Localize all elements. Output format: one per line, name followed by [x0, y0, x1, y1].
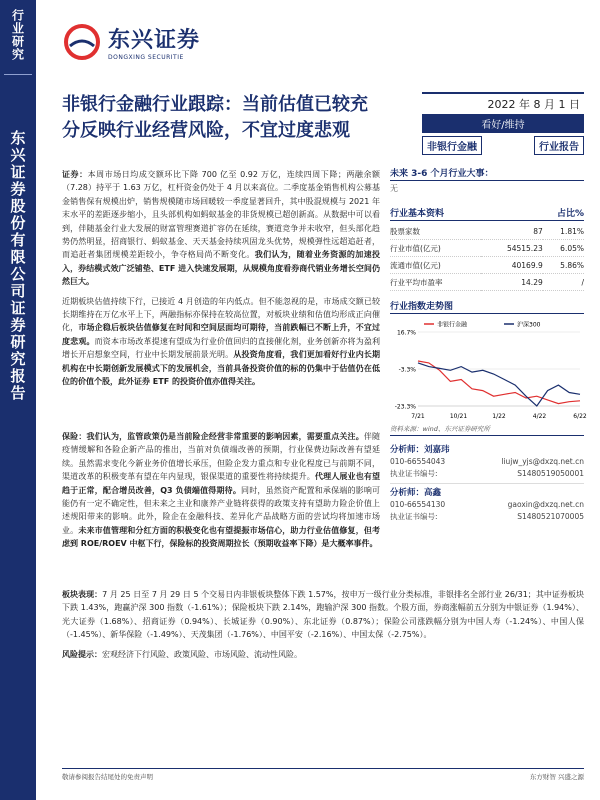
- report-date: 2022 年 8 月 1 日: [422, 92, 584, 112]
- analyst-name: 高鑫: [424, 488, 442, 498]
- index-chart-svg: [390, 318, 587, 422]
- securities-text: 本周市场日均成交额环比下降 700 亿至 0.92 万亿，连续四周下降；两融余额（7.28）持平于 1.63 万亿，杠杆资金仍处于 4 月以来高位。二季度基金销售机构公募基金销售保有规模出炉，销售规模随市场回暖较一季度显著回升，其中股混规模与 2021 年末水平的差距逐步缩小，且头部机构如蚂蚁基金的非货规模已超创新高。从数据中可以看到，伴随基金行业大发展的财富管理赛道扩容仍在延续，赛道竞争并未收窄，但头部化趋势仍然明显，招商银行、蚂蚁基金、天天基金持续巩固龙头优势，规模弹性远超追赶者，而追赶者集团规模差距较小，争夺格局尚不断变化。: [62, 170, 380, 260]
- category-label: 行业研究: [0, 4, 36, 66]
- securities-label: 证券：: [62, 170, 88, 179]
- report-meta: [422, 92, 584, 155]
- logo: [62, 22, 200, 62]
- report-type-tag: 行业报告: [534, 136, 584, 155]
- table-row: [390, 257, 584, 274]
- insurance-label: 保险：: [62, 432, 87, 441]
- paragraph-performance: [62, 588, 584, 642]
- analyst-cert: S1480521070005: [517, 512, 584, 521]
- industry-tag: 非银行金融: [422, 136, 482, 155]
- cert-label: 执业证书编号:: [390, 512, 438, 521]
- valuation-text: 近期板块估值持续下行，已接近 4 月创造的年内低点。但不能忽视的是，市场成交额已较长期维持在万亿水平上下，两融指标亦保持在较高位置，对板块业绩和估值均形成正向催化，: [62, 296, 380, 333]
- valuation-highlight-2: 从投资角度看，我们更加看好行业内长期机构在中长期创新发展模式下的发展机会，当前具备投资价值的标的仍集中于估值仍在低位的价值个股，此外证券 ETF 的投资价值亦值得关注。: [62, 350, 381, 387]
- x-tick-label: 4/22: [532, 413, 547, 420]
- insurance-text: 伴随疫情缓解和各险企新产品的推出，当前对负债端改善的预期，行业保费边际改善有望延续。虽然需求变化今新业务价值增长承压，但险企发力重点和专业化程度已与前期不同，渠道改革的积极变革有望在年内显现，银保渠道的重要性将持续提升。: [62, 432, 381, 482]
- events-value: 无: [390, 184, 398, 193]
- logo-name-en: DONGXING SECURITIE: [108, 54, 184, 61]
- series-line-1: [418, 363, 580, 406]
- metric-value: 14.29: [481, 274, 543, 291]
- analyst-label: 分析师：: [390, 445, 425, 455]
- analyst-2: [390, 487, 584, 523]
- analyst-cert: S1480519050001: [517, 469, 584, 478]
- paragraph-valuation: [62, 295, 380, 389]
- company-name-vertical: 东兴证券股份有限公司证券研究报告: [8, 130, 27, 402]
- securities-conclusion: 我们认为，随着业务资源的加速投入，券结模式效广泛铺垫、ETF 进入快速发展期，从规模角度看券商代销业务增长空间仍然巨大。: [62, 250, 380, 287]
- slogan: 东方财智 兴盛之源: [529, 773, 584, 781]
- x-tick-label: 1/22: [492, 413, 506, 420]
- risk-label: 风险提示：: [62, 649, 102, 659]
- y-tick-label: -23.3%: [394, 403, 416, 411]
- sidebar: [0, 0, 36, 800]
- metrics-table: [390, 223, 584, 291]
- metric-label: 流通市值(亿元): [390, 257, 481, 274]
- performance-label: 板块表现：: [62, 590, 103, 599]
- insurance-highlight: 我们认为，监管政策仍是当前险企经营非常重要的影响因素，需要重点关注。: [86, 432, 364, 441]
- insurance-highlight-2: 代理人展业也有望趋于正常，配合增员改善，Q3 负债端值得期待。: [62, 472, 381, 495]
- chart-source: 资料来源：wind、东兴证券研究所: [390, 424, 584, 436]
- analyst-phone: 010-66554130: [390, 500, 446, 509]
- series-line-0: [418, 361, 580, 404]
- table-row: [390, 223, 584, 240]
- main-content: [62, 168, 380, 395]
- insurance-highlight-3: 未来市值管理和分红方面的积极变化也有望提振市场信心，助力行业估值修复，但考虑到 ROE/ROEV 中枢下行，保险标的投资周期拉长（预期收益率下降）是大概率事件。: [62, 525, 381, 549]
- events-title: 未来 3-6 个月行业大事：: [390, 166, 584, 181]
- report-title: 非银行金融行业跟踪：当前估值已较充分反映行业经营风险，不宜过度悲观: [62, 94, 368, 141]
- table-row: [390, 274, 584, 291]
- x-tick-label: 10/21: [449, 413, 468, 420]
- metrics-title: [390, 206, 584, 221]
- x-tick-label: 7/21: [411, 413, 425, 420]
- valuation-highlight: 市场企稳后板块估值修复在时间和空间层面均可期待，当前跌幅已不断上升，不宜过度悲观。: [62, 323, 381, 346]
- metric-pct: 1.81%: [543, 223, 584, 240]
- metrics-title-text: 行业基本资料: [390, 209, 445, 219]
- risk-text: 宏观经济下行风险、政策风险、市场风险、流动性风险。: [102, 649, 302, 659]
- paragraph-insurance: [62, 430, 380, 551]
- metric-label: 股票家数: [390, 223, 481, 240]
- paragraph-securities: [62, 168, 380, 289]
- metric-pct: 6.05%: [543, 240, 584, 257]
- metric-value: 40169.9: [481, 257, 543, 274]
- paragraph-risk: [62, 648, 584, 661]
- table-row: [390, 240, 584, 257]
- cert-label: 执业证书编号:: [390, 469, 438, 478]
- analyst-email[interactable]: gaoxin@dxzq.net.cn: [507, 500, 584, 509]
- analyst-label: 分析师：: [390, 488, 425, 498]
- performance-text: 7 月 25 日至 7 月 29 日 5 个交易日内非银板块整体下跌 1.57%，按申万一级行业分类标准，非银排名全部行业 26/31；其中证券板块下跌 1.43%，跑赢沪深 300 指数（-1.61%）；保险板块下跌 2.14%，跑输沪深 300 指数。个股方面，券商涨幅前五分别为中银证券（1.94%）、光大证券（1.68%）、招商证券（0.94%）、长城证券（0.90%）、东北证券（0.87%）；保险公司涨跌幅分别为中国人寿（-1.24%）、中国人保（-1.45%）、新华保险（-1.49%）、天茂集团（-1.76%）、中国平安（-2.16%）、中国太保（-2.75%）。: [62, 590, 584, 640]
- metric-value: 87: [481, 223, 543, 240]
- analyst-name: 刘嘉玮: [424, 445, 450, 455]
- metrics-pct-header: 占比%: [556, 209, 584, 219]
- index-chart: [390, 318, 587, 422]
- metric-pct: /: [543, 274, 584, 291]
- logo-mark-icon: [62, 22, 102, 62]
- legend-label: 非银行金融: [437, 321, 468, 329]
- analyst-1: [390, 444, 584, 484]
- y-tick-label: -3.3%: [398, 366, 416, 374]
- performance-section: [62, 588, 584, 661]
- valuation-text-2: 而资本市场改革提速有望成为行业价值回归的直接催化剂，业务创新亦将为盈利增长开启想象空间，行业中长期发展前景光明。: [62, 336, 381, 360]
- analyst-phone: 010-66554043: [390, 457, 446, 466]
- footer: [62, 768, 584, 781]
- disclaimer-note: 敬请参阅报告结尾处的免责声明: [62, 773, 153, 781]
- metric-label: 行业市值(亿元): [390, 240, 481, 257]
- metric-pct: 5.86%: [543, 257, 584, 274]
- chart-title: 行业指数走势图: [390, 299, 584, 314]
- legend-label: 沪深300: [517, 321, 541, 329]
- metric-value: 54515.23: [481, 240, 543, 257]
- insurance-text-2: 同时，虽然资产配置和承保端的影响可能仍有一定不确定性，但未来之主业和康养产业链将获得的政策支持有望助力险企价值上述规阳带来的影响。此外，险企在金融科技、差异化产品战略方面的尝试均将加速市场业。: [62, 485, 381, 535]
- right-panel: [390, 166, 587, 523]
- metric-label: 行业平均市盈率: [390, 274, 481, 291]
- sidebar-divider: [4, 74, 32, 75]
- analyst-email[interactable]: liujw_yjs@dxzq.net.cn: [501, 457, 584, 466]
- y-tick-label: 16.7%: [396, 329, 416, 337]
- x-tick-label: 6/22: [573, 413, 587, 420]
- rating-badge: 看好/维持: [422, 114, 584, 133]
- logo-name-cn: 东兴证券: [108, 28, 201, 53]
